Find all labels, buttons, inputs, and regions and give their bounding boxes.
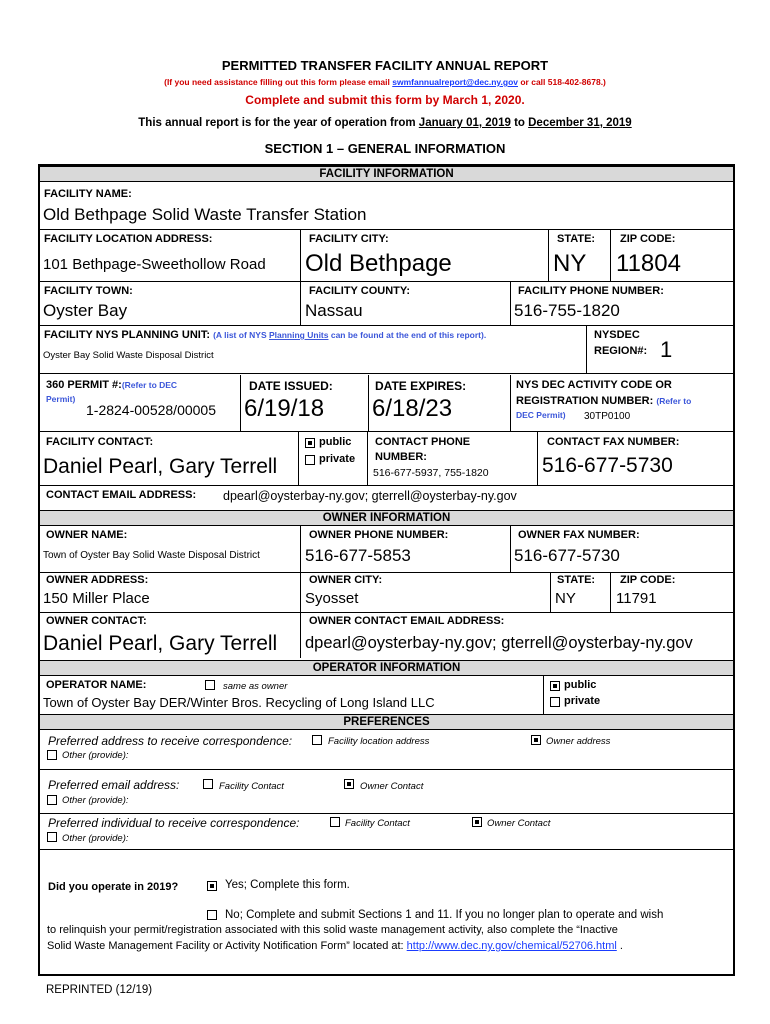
divider xyxy=(298,431,299,485)
owner-address-field[interactable]: 150 Miller Place xyxy=(43,590,150,607)
pref-address-question: Preferred address to receive correspondence: xyxy=(48,734,293,748)
divider xyxy=(610,572,611,612)
pref-email-owner-label: Owner Contact xyxy=(360,781,424,792)
inactive-form-link[interactable]: http://www.dec.ny.gov/chemical/52706.html xyxy=(406,940,617,952)
pref-individual-question: Preferred individual to receive correspondence: xyxy=(48,816,300,830)
due-date-notice: Complete and submit this form by March 1, 2020. xyxy=(245,93,525,107)
divider xyxy=(40,612,733,613)
pref-individual-facility-checkbox[interactable] xyxy=(330,817,340,827)
permit-label xyxy=(46,379,177,391)
region-label-1: NYSDEC xyxy=(594,329,640,341)
permit-field[interactable]: 1-2824-00528/00005 xyxy=(86,402,217,418)
facility-town-field[interactable]: Oyster Bay xyxy=(43,301,128,320)
pref-address-owner-checkbox[interactable] xyxy=(531,735,541,745)
divider xyxy=(40,485,733,486)
same-as-owner-checkbox[interactable] xyxy=(205,680,215,690)
owner-city-label: OWNER CITY: xyxy=(309,574,383,586)
operate-question: Did you operate in 2019? xyxy=(48,881,179,893)
operate-no-line3-suffix: . xyxy=(616,940,623,952)
contact-fax-field[interactable]: 516-677-5730 xyxy=(542,454,673,477)
divider xyxy=(300,572,301,612)
report-title: PERMITTED TRANSFER FACILITY ANNUAL REPORT xyxy=(221,58,549,73)
permit-note-2: Permit) xyxy=(46,394,76,404)
divider xyxy=(548,229,549,281)
divider xyxy=(586,325,587,373)
facility-city-label: FACILITY CITY: xyxy=(309,233,389,245)
pref-address-other-label: Other (provide): xyxy=(62,750,129,761)
operate-no-line2: to relinquish your permit/registration associated with this solid waste management activity, also complete the “Inactive xyxy=(47,924,618,936)
contact-phone-label-2: NUMBER: xyxy=(375,451,427,463)
operator-name-label: OPERATOR NAME: xyxy=(46,679,147,691)
divider xyxy=(510,281,511,325)
divider xyxy=(300,526,301,572)
operator-public-checkbox[interactable] xyxy=(550,681,560,691)
owner-name-field[interactable]: Town of Oyster Bay Solid Waste Disposal District xyxy=(43,550,260,561)
pref-individual-owner-checkbox[interactable] xyxy=(472,817,482,827)
owner-address-label: OWNER ADDRESS: xyxy=(46,574,149,586)
region-label-2: REGION#: xyxy=(594,345,648,357)
owner-name-label: OWNER NAME: xyxy=(46,529,128,541)
facility-contact-field[interactable]: Daniel Pearl, Gary Terrell xyxy=(43,455,278,478)
divider xyxy=(40,849,733,850)
help-suffix: or call 518-402-8678.) xyxy=(518,77,606,87)
facility-city-field[interactable]: Old Bethpage xyxy=(305,250,452,277)
activity-field[interactable]: 30TP0100 xyxy=(584,411,631,422)
facility-address-label: FACILITY LOCATION ADDRESS: xyxy=(44,233,213,245)
region-field[interactable]: 1 xyxy=(660,337,673,362)
contact-email-label: CONTACT EMAIL ADDRESS: xyxy=(46,489,197,501)
section-title: SECTION 1 – GENERAL INFORMATION xyxy=(264,141,506,156)
owner-state-field[interactable]: NY xyxy=(555,590,576,607)
divider xyxy=(40,572,733,573)
planning-unit-label xyxy=(44,329,486,341)
pref-address-facility-checkbox[interactable] xyxy=(312,735,322,745)
owner-contact-field[interactable]: Daniel Pearl, Gary Terrell xyxy=(43,632,278,655)
owner-phone-field[interactable]: 516-677-5853 xyxy=(305,546,411,565)
facility-name-field[interactable]: Old Bethpage Solid Waste Transfer Station xyxy=(43,205,367,224)
year-from: January 01, 2019 xyxy=(418,117,511,129)
pref-address-owner-label: Owner address xyxy=(546,736,611,747)
facility-public-label: public xyxy=(319,436,352,448)
year-prefix: This annual report is for the year of operation from xyxy=(138,117,419,129)
help-line xyxy=(0,77,770,87)
planning-note-suffix: can be found at the end of this report). xyxy=(328,330,487,340)
divider xyxy=(300,229,301,281)
divider xyxy=(368,375,369,431)
operator-info-band: OPERATOR INFORMATION xyxy=(40,660,733,676)
pref-address-facility-label: Facility location address xyxy=(328,736,430,747)
pref-email-other-checkbox[interactable] xyxy=(47,795,57,805)
owner-state-label: STATE: xyxy=(557,574,596,586)
same-as-owner-label: same as owner xyxy=(223,681,288,692)
reprinted-footer: REPRINTED (12/19) xyxy=(46,984,153,996)
activity-label-1: NYS DEC ACTIVITY CODE OR xyxy=(516,379,672,391)
planning-unit-field[interactable]: Oyster Bay Solid Waste Disposal District xyxy=(43,350,214,361)
operate-no-line1: No; Complete and submit Sections 1 and 11. If you no longer plan to operate and wish xyxy=(225,909,664,921)
divider xyxy=(40,281,733,282)
pref-email-question: Preferred email address: xyxy=(48,778,180,792)
facility-zip-field[interactable]: 11804 xyxy=(616,250,681,277)
year-to: December 31, 2019 xyxy=(528,117,632,129)
operator-private-checkbox[interactable] xyxy=(550,697,560,707)
planning-unit-label-text: FACILITY NYS PLANNING UNIT: xyxy=(44,329,211,341)
facility-town-label: FACILITY TOWN: xyxy=(44,285,133,297)
pref-individual-other-label: Other (provide): xyxy=(62,833,129,844)
operate-no-line3 xyxy=(47,940,623,952)
facility-state-field[interactable]: NY xyxy=(553,250,587,277)
facility-state-label: STATE: xyxy=(557,233,596,245)
permit-label-text: 360 PERMIT #: xyxy=(46,379,122,391)
facility-county-label: FACILITY COUNTY: xyxy=(309,285,411,297)
pref-email-owner-checkbox[interactable] xyxy=(344,779,354,789)
operate-yes-checkbox[interactable] xyxy=(207,881,217,891)
operator-public-label: public xyxy=(564,679,597,691)
facility-info-band: FACILITY INFORMATION xyxy=(40,166,733,182)
owner-city-field[interactable]: Syosset xyxy=(305,590,359,607)
owner-phone-label: OWNER PHONE NUMBER: xyxy=(309,529,449,541)
contact-fax-label: CONTACT FAX NUMBER: xyxy=(547,436,680,448)
divider xyxy=(40,325,733,326)
facility-contact-label: FACILITY CONTACT: xyxy=(46,436,154,448)
date-issued-label: DATE ISSUED: xyxy=(249,379,333,393)
divider xyxy=(40,229,733,230)
divider xyxy=(537,431,538,485)
owner-info-band: OWNER INFORMATION xyxy=(40,510,733,526)
operate-no-line3-prefix: Solid Waste Management Facility or Activity Notification Form” located at: xyxy=(47,940,407,952)
divider xyxy=(240,375,241,431)
facility-zip-label: ZIP CODE: xyxy=(620,233,676,245)
facility-private-label: private xyxy=(319,453,356,465)
owner-contact-email-field[interactable]: dpearl@oysterbay-ny.gov; gterrell@oysterbay-ny.gov xyxy=(305,634,693,652)
divider xyxy=(40,373,733,374)
owner-fax-label: OWNER FAX NUMBER: xyxy=(518,529,640,541)
operate-yes-label: Yes; Complete this form. xyxy=(225,879,350,891)
facility-public-checkbox[interactable] xyxy=(305,438,315,448)
activity-note-2: DEC Permit) xyxy=(516,410,566,420)
divider xyxy=(300,281,301,325)
contact-email-field[interactable]: dpearl@oysterbay-ny.gov; gterrell@oysterbay-ny.gov xyxy=(223,489,517,503)
owner-zip-field[interactable]: 11791 xyxy=(616,590,657,607)
divider xyxy=(40,769,733,770)
planning-note-prefix: (A list of NYS xyxy=(213,330,269,340)
pref-email-facility-checkbox[interactable] xyxy=(203,779,213,789)
date-issued-field[interactable]: 6/19/18 xyxy=(244,395,325,422)
facility-county-field[interactable]: Nassau xyxy=(305,301,363,320)
contact-phone-field[interactable]: 516-677-5937, 755-1820 xyxy=(373,467,489,479)
year-mid: to xyxy=(510,117,529,129)
pref-email-facility-label: Facility Contact xyxy=(219,781,284,792)
activity-label-2-text: REGISTRATION NUMBER: xyxy=(516,395,654,407)
pref-individual-owner-label: Owner Contact xyxy=(487,818,551,829)
planning-units-link[interactable]: Planning Units xyxy=(268,330,329,340)
divider xyxy=(40,431,733,432)
activity-label-2 xyxy=(516,395,691,407)
divider xyxy=(543,676,544,714)
divider xyxy=(550,572,551,612)
permit-note-1: (Refer to DEC xyxy=(121,380,178,390)
date-expires-label: DATE EXPIRES: xyxy=(375,379,467,393)
preferences-band: PREFERENCES xyxy=(40,714,733,730)
divider xyxy=(510,526,511,572)
help-email-link[interactable]: swmfannualreport@dec.ny.gov xyxy=(392,77,518,87)
divider xyxy=(40,813,733,814)
reporting-year-line xyxy=(0,117,770,129)
date-expires-field[interactable]: 6/18/23 xyxy=(372,395,453,422)
owner-zip-label: ZIP CODE: xyxy=(620,574,676,586)
pref-email-other-label: Other (provide): xyxy=(62,795,129,806)
owner-contact-email-label: OWNER CONTACT EMAIL ADDRESS: xyxy=(309,615,505,627)
operator-name-field[interactable]: Town of Oyster Bay DER/Winter Bros. Recycling of Long Island LLC xyxy=(43,695,435,710)
pref-individual-other-checkbox[interactable] xyxy=(47,832,57,842)
owner-fax-field[interactable]: 516-677-5730 xyxy=(514,546,620,565)
facility-address-field[interactable]: 101 Bethpage-Sweethollow Road xyxy=(43,256,266,273)
help-prefix: (If you need assistance filling out this form please email xyxy=(164,77,393,87)
pref-individual-facility-label: Facility Contact xyxy=(345,818,410,829)
operate-no-checkbox[interactable] xyxy=(207,910,217,920)
divider xyxy=(610,229,611,281)
facility-phone-field[interactable]: 516-755-1820 xyxy=(514,301,620,320)
activity-note-1: (Refer to xyxy=(656,396,692,406)
operator-private-label: private xyxy=(564,695,601,707)
contact-phone-label-1: CONTACT PHONE xyxy=(375,436,471,448)
divider xyxy=(510,375,511,431)
pref-address-other-checkbox[interactable] xyxy=(47,750,57,760)
owner-contact-label: OWNER CONTACT: xyxy=(46,615,147,627)
facility-phone-label: FACILITY PHONE NUMBER: xyxy=(518,285,664,297)
facility-name-label: FACILITY NAME: xyxy=(44,188,132,200)
divider xyxy=(367,431,368,485)
facility-private-checkbox[interactable] xyxy=(305,455,315,465)
divider xyxy=(300,612,301,658)
